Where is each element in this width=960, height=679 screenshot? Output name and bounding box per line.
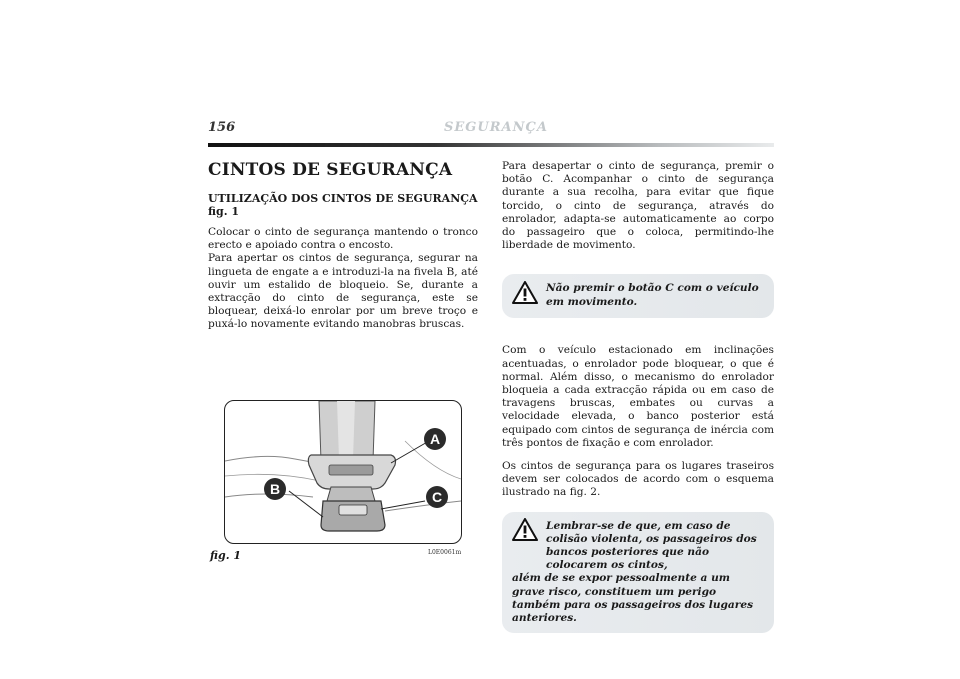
- subsection-title: UTILIZAÇÃO DOS CINTOS DE SEGURANÇA fig. 1: [208, 192, 478, 218]
- paragraph-fasten: Para apertar os cintos de segurança, segurar na lingueta de engate a e introduzi-la na fivela B, até ouvir um estalido de bloqueio. Se, durante a extracção do cinto de segurança, este se bloquear, deixá-lo enrolar por um breve troço e puxá-lo novamente evitando manobras bruscas.: [208, 252, 478, 331]
- page-number: 156: [208, 120, 236, 135]
- warning-box-rear-passengers: [502, 512, 774, 634]
- svg-text:C: C: [431, 489, 443, 505]
- section-title: SEGURANÇA: [444, 120, 548, 135]
- warning-text-button: Não premir o botão C com o veículo em movimento.: [546, 282, 759, 308]
- paragraph-posture: Colocar o cinto de segurança mantendo o tronco erecto e apoiado contra o encosto.: [208, 226, 478, 252]
- label-c: [426, 486, 448, 508]
- svg-text:B: B: [269, 481, 281, 497]
- figure-seatbelt-buckle: [224, 400, 462, 544]
- seatbelt-illustration: [225, 401, 461, 543]
- warning-text-rear-line1: Lembrar-se de que, em caso de colisão violenta, os passageiros dos bancos posteriores que não colocarem os cintos,: [546, 519, 757, 572]
- label-a: [424, 428, 446, 450]
- page-header: [208, 120, 774, 148]
- paragraph-rear-belts: Os cintos de segurança para os lugares traseiros devem ser colocados de acordo com o esquema ilustrado na fig. 2.: [502, 460, 774, 499]
- header-rule: [208, 143, 774, 147]
- left-column: [208, 160, 478, 342]
- paragraph-retractor: Com o veículo estacionado em inclinações acentuadas, o enrolador pode bloquear, o que é normal. Além disso, o mecanismo do enrolador bloqueia a cada extracção rápida ou em caso de travagens bruscas, embates ou curvas a velocidade elevada, o banco posterior está equipado com cintos de segurança de inércia com três pontos de fixação e com enrolador.: [502, 344, 774, 449]
- main-title: CINTOS DE SEGURANÇA: [208, 160, 453, 180]
- figure-code: L0E0061m: [428, 549, 462, 556]
- warning-box-button: [502, 274, 774, 318]
- svg-text:A: A: [429, 431, 441, 447]
- paragraph-release: Para desapertar o cinto de segurança, premir o botão C. Acompanhar o cinto de segurança durante a sua recolha, para evitar que fique torcido, o cinto de segurança, através do enrolador, adapta-se automaticamente ao corpo do passageiro que o coloca, permitindo-lhe liberdade de movimento.: [502, 160, 774, 252]
- warning-triangle-icon: [512, 518, 538, 545]
- warning-text-rear-rest: além de se expor pessoalmente a um grave risco, constituem um perigo também para os passageiros dos lugares anteriores.: [512, 572, 754, 625]
- label-b: [264, 478, 286, 500]
- figure-caption: fig. 1: [210, 549, 242, 562]
- warning-triangle-icon: [512, 281, 538, 308]
- right-column: [502, 160, 774, 633]
